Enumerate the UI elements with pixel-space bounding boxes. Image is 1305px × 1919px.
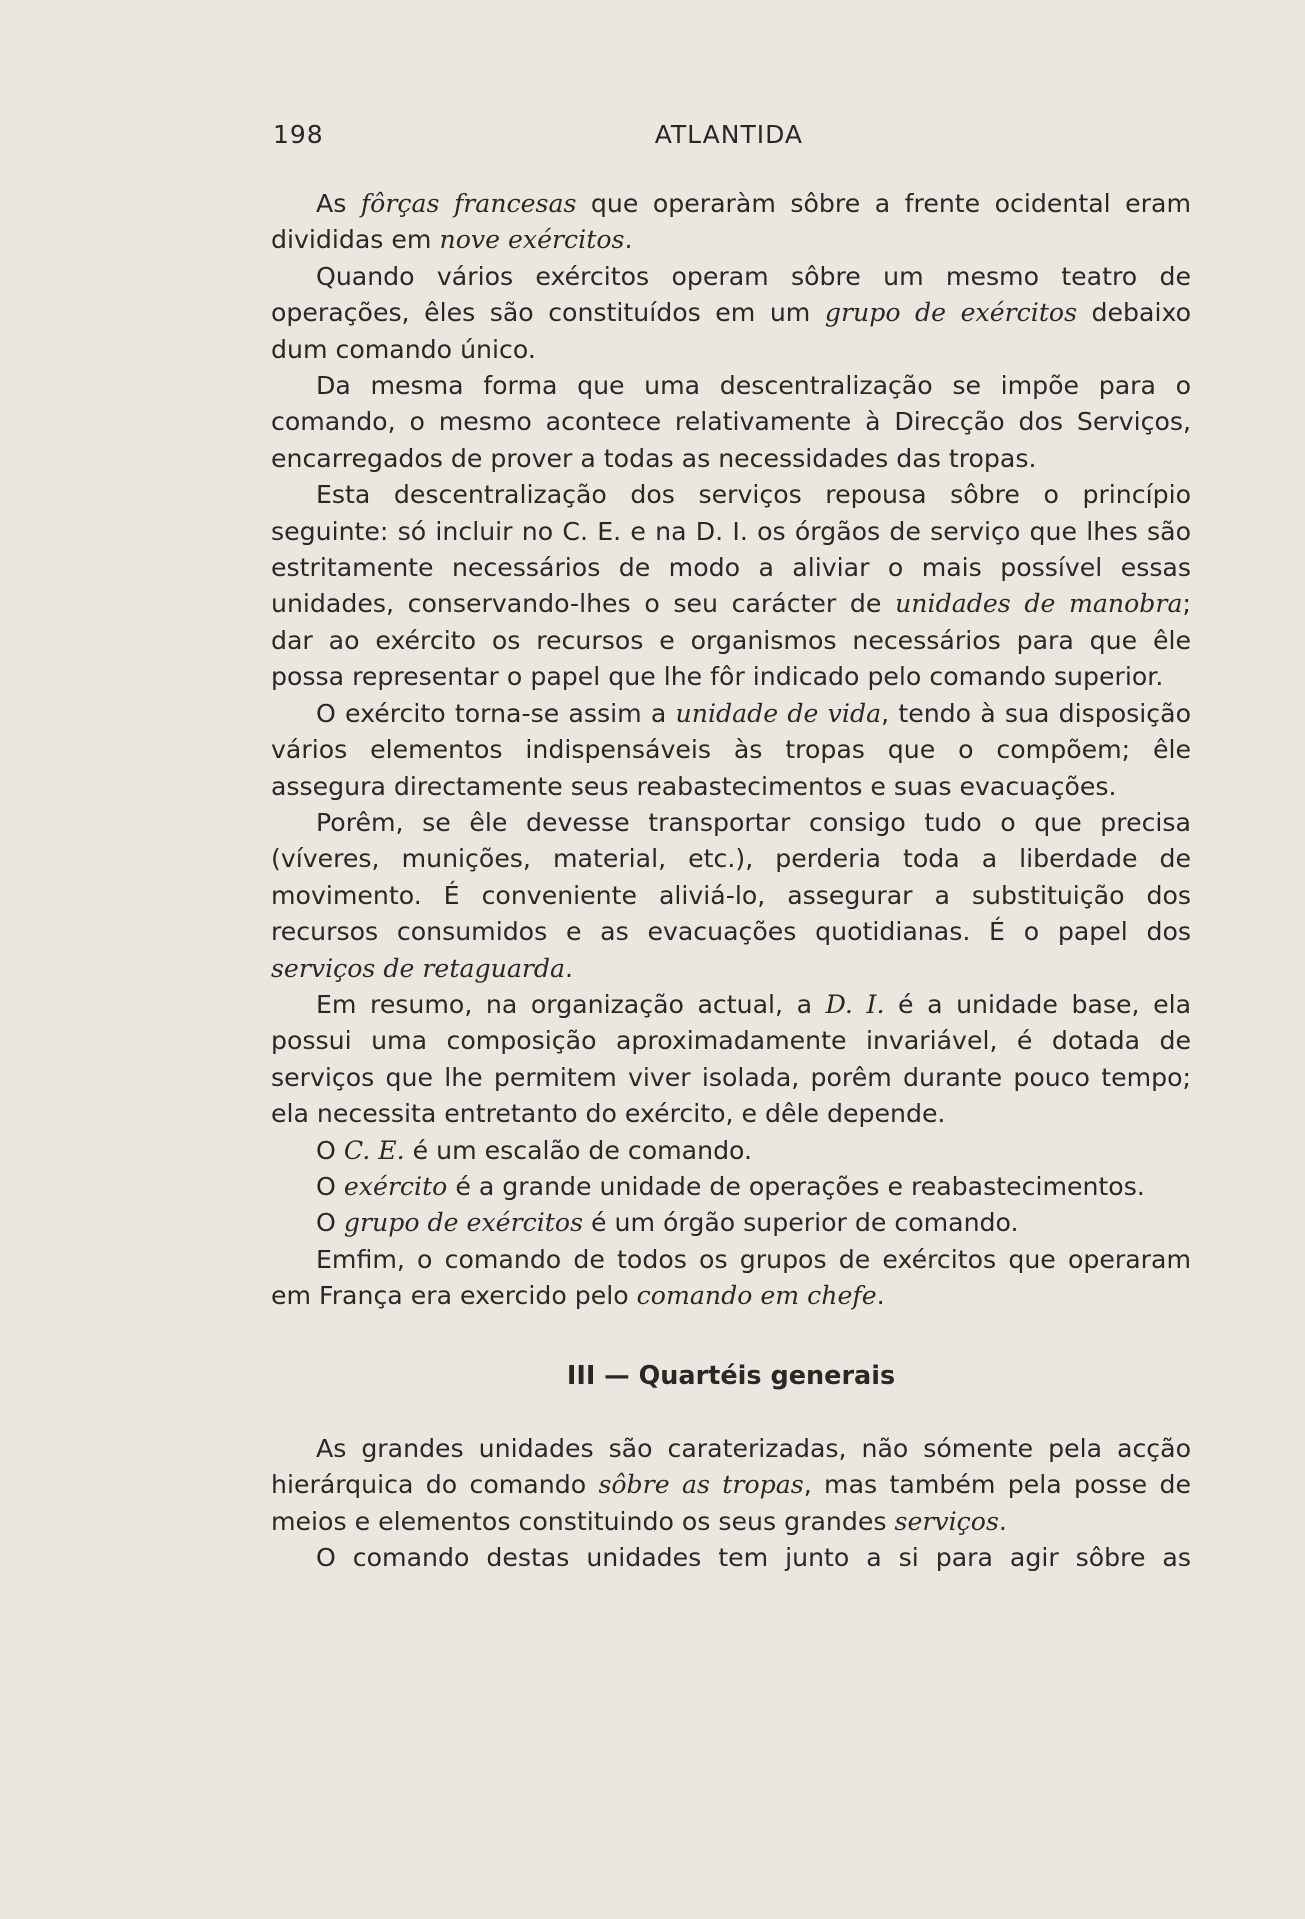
text-run: As [316,189,361,218]
paragraph [271,477,1191,695]
text-run: Porêm, se êle devesse transportar consigo tudo o que precisa (víveres, munições, material, etc.), perderia toda a liberdade de movimento. É conveniente aliviá-lo, assegurar a substituição dos recursos consumidos e as evacuações quotidianas. É o papel dos [271,807,1191,947]
italic-run: grupo de exércitos [824,298,1078,328]
italic-run: comando em chefe [636,1281,877,1311]
text-run: Da mesma forma que uma descentralização se impõe para o comando, o mesmo acontece relativamente à Direcção dos Serviços, encarregados de prover a todas as necessidades das tropas. [271,371,1191,473]
italic-run: grupo de exércitos [343,1208,583,1238]
text-run: Quando vários exércitos operam sôbre um mesmo teatro de operações, êles são constituídos em um [271,261,1191,328]
italic-run: serviços [894,1506,999,1536]
section-heading [271,1358,1191,1394]
text-run: O exército torna-se assim a [316,698,676,728]
italic-run: fôrças francesas [360,189,577,218]
text-run: é um órgão superior de comando. [583,1208,1019,1238]
paragraph [271,1242,1191,1315]
italic-run: C. E. [343,1135,405,1165]
paragraph [271,696,1191,805]
text-run: . [998,1506,1007,1536]
page-number: 198 [273,120,324,149]
running-title: ATLANTIDA [654,120,803,149]
text-run: As grandes unidades são caraterizadas, não sómente pela acção hierárquica do comando [271,1434,1191,1500]
italic-run: unidade de vida [675,698,882,728]
text-run: é a grande unidade de operações e reabastecimentos. [447,1171,1145,1201]
italic-run: D. I. [825,989,885,1019]
italic-run: nove exércitos [439,225,625,255]
text-run: , tendo à sua disposição vários elementos indispensáveis às tropas que o compõem; êle assegura directamente seus reabastecimentos e suas evacuações. [271,698,1191,801]
paragraph [271,368,1191,477]
text-run: O comando destas unidades tem junto a si para agir sôbre as [316,1543,1191,1573]
text-run: é um escalão de comando. [404,1135,753,1165]
page-header [273,120,1193,156]
paragraph [271,1133,1191,1169]
text-run: . [624,225,633,255]
paragraph [271,805,1191,987]
paragraph [271,186,1191,259]
body-text [271,186,1191,1577]
text-run: é a unidade base, ela possui uma composição aproximadamente invariável, é dotada de serviços que lhe permitem viver isolada, porêm durante pouco tempo; ela necessita entretanto do exército, e dêle depende. [271,989,1192,1129]
text-run: . [876,1281,885,1311]
text-run: debaixo dum comando único. [271,298,1191,364]
section-heading-text: III — Quartéis generais [566,1360,896,1391]
text-run: ; dar ao exército os recursos e organismos necessários para que êle possa representar o papel que lhe fôr indicado pelo comando superior. [271,589,1191,692]
paragraph [271,1205,1191,1241]
italic-run: unidades de manobra [895,589,1183,619]
text-run: . [565,953,574,983]
text-run: Em resumo, na organização actual, a [316,989,826,1019]
text-run: O [316,1208,344,1238]
italic-run: sôbre as tropas [598,1470,804,1500]
text-run: Esta descentralização dos serviços repousa sôbre o princípio seguinte: só incluir no C. E. e na D. I. os órgãos de serviço que lhes são estritamente necessários de modo a aliviar o mais possível essas unidades, conservando-lhes o seu carácter de [271,480,1191,619]
paragraph-continued [271,1540,1191,1576]
text-run: O [316,1135,344,1165]
paragraph [271,259,1191,368]
paragraph [271,987,1191,1133]
text-run: , mas também pela posse de meios e elementos constituindo os seus grandes [271,1470,1191,1536]
text-run: que operaràm sôbre a frente ocidental eram divididas em [271,189,1191,255]
text-run: O [316,1171,344,1201]
italic-run: serviços de retaguarda [271,953,566,983]
text-run: Emfim, o comando de todos os grupos de exércitos que operaram em França era exercido pelo [271,1244,1191,1311]
italic-run: exército [343,1171,448,1201]
paragraph [271,1431,1191,1540]
paragraph [271,1169,1191,1205]
